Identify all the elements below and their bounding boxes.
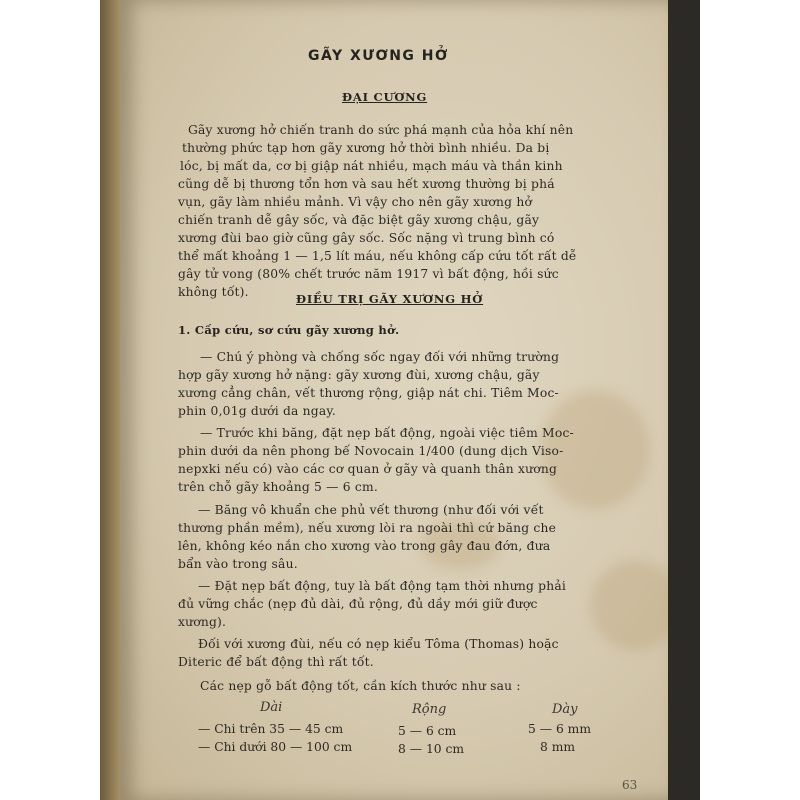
paragraph-line: xương cẳng chân, vết thương rộng, giập nát chi. Tiêm Moc-: [178, 386, 559, 400]
table-header-width: Rộng: [412, 702, 447, 717]
paragraph-line: vụn, gãy làm nhiều mảnh. Vì vậy cho nên gãy xương hở: [178, 195, 533, 209]
paragraph-line: lên, không kéo nắn cho xương vào trong gây đau đớn, đưa: [178, 539, 551, 553]
paragraph-line: lóc, bị mất da, cơ bị giập nát nhiều, mạch máu và thần kinh: [180, 159, 563, 173]
section-heading-general: ĐẠI CƯƠNG: [342, 90, 428, 104]
paragraph-line: phin 0,01g dưới da ngay.: [178, 404, 337, 418]
paragraph-line: — Trước khi băng, đặt nẹp bất động, ngoài việc tiêm Moc-: [200, 426, 574, 440]
paragraph-line: không tốt).: [178, 285, 249, 299]
paragraph-line: Các nẹp gỗ bất động tốt, cần kích thước như sau :: [200, 679, 521, 693]
paragraph-line: Diteric để bất động thì rất tốt.: [178, 655, 374, 669]
table-header-thickness: Dày: [552, 702, 578, 717]
section-heading-treatment: ĐIỀU TRỊ GÃY XƯƠNG HỞ: [296, 292, 484, 306]
paragraph-line: xương).: [178, 615, 227, 629]
paragraph-line: — Chú ý phòng và chống sốc ngay đối với những trường: [200, 350, 560, 364]
table-cell: — Chi trên 35 — 45 cm: [198, 722, 344, 736]
table-cell: 8 mm: [540, 740, 576, 754]
paragraph-line: — Đặt nẹp bất động, tuy là bất động tạm thời nhưng phải: [198, 579, 567, 593]
page-title: GÃY XƯƠNG HỞ: [308, 48, 449, 64]
table-cell: — Chi dưới 80 — 100 cm: [198, 740, 353, 754]
paragraph-line: thường phức tạp hơn gãy xương hở thời bình nhiều. Da bị: [182, 141, 550, 155]
paragraph-line: chiến tranh dễ gây sốc, và đặc biệt gãy xương chậu, gãy: [178, 213, 540, 227]
table-header-length: Dài: [260, 700, 283, 715]
book-page: [120, 0, 668, 800]
paragraph-line: bẩn vào trong sâu.: [178, 557, 298, 571]
paper-stain: [590, 560, 668, 650]
paragraph-line: trên chỗ gãy khoảng 5 — 6 cm.: [178, 480, 378, 494]
table-cell: 5 — 6 cm: [398, 724, 457, 738]
paragraph-line: — Băng vô khuẩn che phủ vết thương (như đối với vết: [198, 503, 544, 517]
subsection-heading: 1. Cấp cứu, sơ cứu gãy xương hở.: [178, 323, 400, 337]
paragraph-line: phin dưới da nên phong bế Novocain 1/400 (dung dịch Viso-: [178, 444, 564, 458]
paragraph-line: thể mất khoảng 1 — 1,5 lít máu, nếu không cấp cứu tốt rất dễ: [178, 249, 577, 263]
table-cell: 5 — 6 mm: [528, 722, 591, 736]
paragraph-line: Gãy xương hở chiến tranh do sức phá mạnh của hỏa khí nên: [188, 123, 574, 137]
paragraph-line: nepxki nếu có) vào các cơ quan ở gãy và quanh thân xương: [178, 462, 558, 476]
paragraph-line: thương phần mềm), nếu xương lòi ra ngoài thì cứ băng che: [178, 521, 557, 535]
page-number: 63: [622, 778, 638, 792]
paragraph-line: hợp gãy xương hở nặng: gãy xương đùi, xương chậu, gãy: [178, 368, 540, 382]
paragraph-line: đủ vững chắc (nẹp đủ dài, đủ rộng, đủ dầy mới giữ được: [178, 597, 538, 611]
paragraph-line: cũng dễ bị thương tổn hơn và sau hết xương thường bị phá: [178, 177, 555, 191]
paragraph-line: Đối với xương đùi, nếu có nẹp kiểu Tôma (Thomas) hoặc: [198, 637, 559, 651]
paragraph-line: gây tử vong (80% chết trước năm 1917 vì bất động, hồi sức: [178, 267, 559, 281]
paragraph-line: xương đùi bao giờ cũng gây sốc. Sốc nặng vì trung bình có: [178, 231, 555, 245]
table-cell: 8 — 10 cm: [398, 742, 465, 756]
